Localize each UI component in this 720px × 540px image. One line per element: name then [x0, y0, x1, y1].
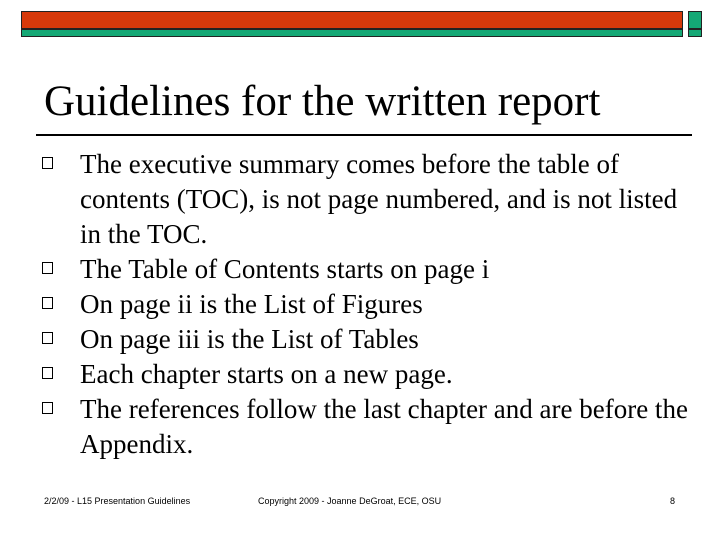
hollow-square-bullet-icon	[42, 157, 53, 169]
decorative-green-bar	[21, 29, 683, 37]
bullet-item	[40, 147, 700, 252]
bullet-text: On page ii is the List of Figures	[80, 289, 423, 319]
bullet-item	[40, 252, 700, 287]
bullet-item	[40, 392, 700, 462]
hollow-square-bullet-icon	[42, 297, 53, 309]
footer-copyright: Copyright 2009 - Joanne DeGroat, ECE, OSU	[258, 496, 442, 506]
bullet-text: The references follow the last chapter and are before the Appendix.	[80, 394, 688, 459]
footer-page-number: 8	[670, 496, 676, 506]
bullet-text: Each chapter starts on a new page.	[80, 359, 453, 389]
bullet-text: On page iii is the List of Tables	[80, 324, 419, 354]
slide-title: Guidelines for the written report	[44, 78, 601, 125]
title-underline	[36, 134, 692, 136]
decorative-square-bottom	[688, 29, 702, 37]
bullet-text: The Table of Contents starts on page i	[80, 254, 490, 284]
bullet-list	[40, 147, 700, 462]
decorative-square-top	[688, 11, 702, 29]
hollow-square-bullet-icon	[42, 402, 53, 414]
bullet-item	[40, 322, 700, 357]
footer-date-title: 2/2/09 - L15 Presentation Guidelines	[44, 496, 191, 506]
bullet-text: The executive summary comes before the table of contents (TOC), is not page numbered, and is not listed in the TOC.	[80, 149, 678, 249]
decorative-red-bar	[21, 11, 683, 29]
hollow-square-bullet-icon	[42, 367, 53, 379]
bullet-item	[40, 287, 700, 322]
hollow-square-bullet-icon	[42, 332, 53, 344]
bullet-item	[40, 357, 700, 392]
hollow-square-bullet-icon	[42, 262, 53, 274]
